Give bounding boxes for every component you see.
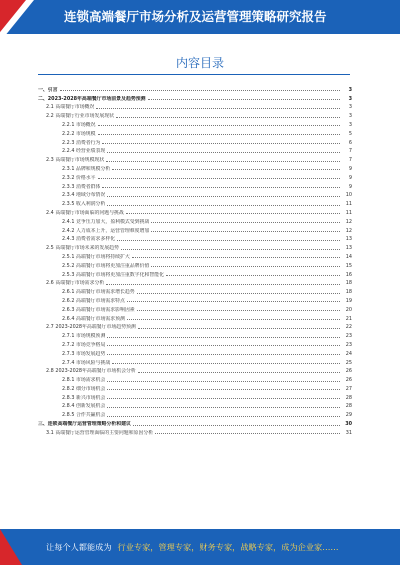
toc-entry-page: 7 xyxy=(348,148,352,155)
toc-leader-dots xyxy=(133,425,340,426)
toc-entry-label: 2.4.1 竞争压力加大，盈利模式受到挑战 xyxy=(62,218,150,225)
toc-entry-page: 6 xyxy=(348,139,352,146)
toc-leader-dots xyxy=(151,222,340,223)
toc-leader-dots xyxy=(126,213,340,214)
toc-leader-dots xyxy=(102,187,340,188)
toc-leader-dots xyxy=(137,293,340,294)
toc-entry-page: 30 xyxy=(345,421,352,428)
toc-entry-label: 2.4.2 人力成本上升，运营管理难度增加 xyxy=(62,227,150,234)
toc-leader-dots xyxy=(138,328,340,329)
toc-leader-dots xyxy=(107,354,340,355)
toc-entry[interactable] xyxy=(38,409,352,418)
toc-leader-dots xyxy=(107,407,340,408)
toc-entry-label: 一、引言 xyxy=(38,86,58,93)
toc-entry[interactable] xyxy=(38,304,352,313)
toc-leader-dots xyxy=(151,266,340,267)
toc-leader-dots xyxy=(127,319,340,320)
toc-leader-dots xyxy=(116,117,340,118)
toc-entry[interactable] xyxy=(38,84,352,93)
toc-entry-label: 二、2023-2028年高端餐厅市场前景及趋势预测 xyxy=(38,95,146,102)
toc-entry[interactable] xyxy=(38,313,352,322)
toc-entry-label: 2.3.5 收入利润分析 xyxy=(62,201,106,208)
toc-entry-page: 28 xyxy=(345,394,352,401)
footer-red-stripe xyxy=(0,529,22,565)
toc-entry-label: 2.8 2023-2028年高端餐厅市场机会分析 xyxy=(46,368,136,375)
toc-entry-page: 12 xyxy=(345,218,352,225)
toc-entry-page: 13 xyxy=(345,245,352,252)
toc-leader-dots xyxy=(96,108,340,109)
toc-leader-dots xyxy=(107,345,340,346)
toc-leader-dots xyxy=(117,240,340,241)
toc-entry-page: 26 xyxy=(345,377,352,384)
toc-entry-page: 26 xyxy=(345,368,352,375)
toc-entry-label: 2.4 高端餐厅市场面临的问题与挑战 xyxy=(46,209,124,216)
toc-entry[interactable] xyxy=(38,242,352,251)
toc-leader-dots xyxy=(132,257,340,258)
toc-entry-page: 3 xyxy=(348,113,352,120)
toc-entry[interactable] xyxy=(38,190,352,199)
toc-entry-page: 7 xyxy=(348,157,352,164)
toc-leader-dots xyxy=(107,152,340,153)
toc-entry[interactable] xyxy=(38,225,352,234)
toc-leader-dots xyxy=(107,416,340,417)
toc-entry-page: 24 xyxy=(345,350,352,357)
toc-entry-label: 2.7.2 市场竞争格局 xyxy=(62,341,106,348)
toc-entry[interactable] xyxy=(38,330,352,339)
toc-entry[interactable] xyxy=(38,339,352,348)
toc-entry-label: 2.8.5 合作共赢机会 xyxy=(62,412,106,419)
toc-entry-label: 2.3.2 价格水平 xyxy=(62,174,96,181)
toc-entry-label: 2.1 高端餐厅市场概况 xyxy=(46,104,95,111)
toc-leader-dots xyxy=(98,178,340,179)
toc-entry-label: 2.4.3 消费者需求多样化 xyxy=(62,236,116,243)
toc-entry-label: 三、连锁高端餐厅运营管理策略分析和建议 xyxy=(38,421,131,428)
toc-entry-page: 18 xyxy=(345,280,352,287)
toc-entry[interactable] xyxy=(38,401,352,410)
toc-entry[interactable] xyxy=(38,322,352,331)
toc-entry[interactable] xyxy=(38,286,352,295)
toc-entry-label: 2.2.2 市场规模 xyxy=(62,130,96,137)
footer-text xyxy=(46,529,339,565)
toc-leader-dots xyxy=(155,433,340,434)
toc-entry[interactable] xyxy=(38,278,352,287)
toc-entry-label: 2.6.2 高端餐厅市场需求特点 xyxy=(62,297,125,304)
toc-entry-label: 2.7.1 市场规模预测 xyxy=(62,333,106,340)
toc-entry[interactable] xyxy=(38,102,352,111)
toc-entry[interactable] xyxy=(38,418,352,427)
toc-entry-page: 23 xyxy=(345,341,352,348)
toc-leader-dots xyxy=(112,363,340,364)
toc-divider xyxy=(38,74,350,75)
toc-entry-label: 2.3 高端餐厅市场规模现状 xyxy=(46,157,105,164)
toc-entry[interactable] xyxy=(38,216,352,225)
toc-entry-label: 2.8.1 市场需求机会 xyxy=(62,377,106,384)
toc-entry[interactable] xyxy=(38,110,352,119)
toc-entry-page: 31 xyxy=(345,429,352,436)
toc-entry-label: 3.1 高端餐厅运营管理面临的主要问题和原因分析 xyxy=(46,429,154,436)
toc-entry-label: 2.3.3 消费者群体 xyxy=(62,183,101,190)
toc-entry-page: 16 xyxy=(345,271,352,278)
toc-leader-dots xyxy=(98,134,340,135)
toc-entry-label: 2.2 高端餐厅行业市场发展现状 xyxy=(46,113,115,120)
toc-entry[interactable] xyxy=(38,366,352,375)
toc-entry[interactable] xyxy=(38,269,352,278)
toc-leader-dots xyxy=(112,169,340,170)
toc-entry-label: 2.5.3 高端餐厅市场将更加注重数字化和智能化 xyxy=(62,271,165,278)
toc-entry-label: 2.8.4 创新发展机会 xyxy=(62,403,106,410)
toc-entry-page: 19 xyxy=(345,297,352,304)
toc-entry[interactable] xyxy=(38,234,352,243)
toc-entry[interactable] xyxy=(38,137,352,146)
toc-entry-page: 3 xyxy=(348,95,352,102)
toc-entry-page: 22 xyxy=(345,324,352,331)
toc-entry[interactable] xyxy=(38,163,352,172)
toc-entry[interactable] xyxy=(38,383,352,392)
toc-entry[interactable] xyxy=(38,348,352,357)
toc-entry-page: 3 xyxy=(348,86,352,93)
header-bar xyxy=(0,0,400,34)
toc-entry-page: 9 xyxy=(348,183,352,190)
toc-entry[interactable] xyxy=(38,374,352,383)
toc-entry-label: 2.8.2 细分市场机会 xyxy=(62,385,106,392)
toc-entry[interactable] xyxy=(38,357,352,366)
toc-entry[interactable] xyxy=(38,295,352,304)
toc-leader-dots xyxy=(107,398,340,399)
toc-entry-page: 11 xyxy=(345,201,352,208)
toc-entry-page: 9 xyxy=(348,165,352,172)
toc-entry[interactable] xyxy=(38,119,352,128)
toc-entry-page: 10 xyxy=(345,192,352,199)
toc-entry-label: 2.7 2023-2028年高端餐厅市场趋势预测 xyxy=(46,324,136,331)
toc-entry-label: 2.5 高端餐厅市场未来的发展趋势 xyxy=(46,245,119,252)
table-of-contents xyxy=(38,84,352,436)
toc-entry-label: 2.3.1 品牌和规模分析 xyxy=(62,165,111,172)
toc-entry-page: 3 xyxy=(348,121,352,128)
toc-entry[interactable] xyxy=(38,172,352,181)
toc-entry-page: 13 xyxy=(345,236,352,243)
toc-leader-dots xyxy=(98,125,340,126)
toc-entry-label: 2.7.4 市场风险与挑战 xyxy=(62,359,111,366)
toc-entry-page: 14 xyxy=(345,253,352,260)
toc-leader-dots xyxy=(107,389,340,390)
toc-entry[interactable] xyxy=(38,93,352,102)
toc-entry-label: 2.2.1 市场概况 xyxy=(62,121,96,128)
toc-entry-label: 2.6.4 高端餐厅市场需求预测 xyxy=(62,315,125,322)
toc-leader-dots xyxy=(137,310,340,311)
toc-leader-dots xyxy=(148,99,340,100)
toc-entry-page: 3 xyxy=(348,104,352,111)
toc-entry-page: 29 xyxy=(345,412,352,419)
toc-entry[interactable] xyxy=(38,181,352,190)
toc-entry-page: 12 xyxy=(345,227,352,234)
toc-entry[interactable] xyxy=(38,146,352,155)
toc-entry-label: 2.6.1 高端餐厅市场需求增长趋势 xyxy=(62,289,135,296)
toc-entry-page: 5 xyxy=(348,130,352,137)
toc-entry-page: 27 xyxy=(345,385,352,392)
toc-entry-label: 2.6.3 高端餐厅市场需求影响因素 xyxy=(62,306,135,313)
toc-entry-label: 2.8.3 新兴市场机会 xyxy=(62,394,106,401)
toc-entry-label: 2.2.3 消费者行为 xyxy=(62,139,101,146)
footer-slogan: 行业专家，管理专家，财务专家，战略专家，成为企业家…… xyxy=(117,542,339,552)
toc-entry-label: 2.6 高端餐厅市场需求分析 xyxy=(46,280,105,287)
toc-leader-dots xyxy=(60,90,340,91)
toc-entry-label: 2.7.3 市场发展趋势 xyxy=(62,350,106,357)
toc-entry-label: 2.3.4 地域分布情况 xyxy=(62,192,106,199)
toc-leader-dots xyxy=(106,161,340,162)
toc-leader-dots xyxy=(107,337,340,338)
toc-entry-page: 20 xyxy=(345,306,352,313)
toc-leader-dots xyxy=(107,381,340,382)
toc-entry-page: 25 xyxy=(345,359,352,366)
toc-leader-dots xyxy=(127,301,340,302)
toc-entry-page: 9 xyxy=(348,174,352,181)
report-title: 连锁高端餐厅市场分析及运营管理策略研究报告 xyxy=(64,9,327,24)
toc-entry-page: 11 xyxy=(345,209,352,216)
toc-entry-page: 23 xyxy=(345,333,352,340)
toc-entry-label: 2.5.1 高端餐厅市场将持续扩大 xyxy=(62,253,130,260)
toc-leader-dots xyxy=(107,205,340,206)
toc-leader-dots xyxy=(102,143,340,144)
toc-entry[interactable] xyxy=(38,198,352,207)
toc-title: 内容目录 xyxy=(175,56,224,70)
toc-entry[interactable] xyxy=(38,154,352,163)
toc-entry-page: 21 xyxy=(345,315,352,322)
toc-entry-page: 15 xyxy=(345,262,352,269)
toc-entry[interactable] xyxy=(38,251,352,260)
toc-leader-dots xyxy=(106,284,340,285)
footer-bar xyxy=(0,529,400,565)
toc-leader-dots xyxy=(151,231,340,232)
toc-entry[interactable] xyxy=(38,427,352,436)
toc-entry-label: 2.5.2 高端餐厅市场将更加注重品牌价值 xyxy=(62,262,150,269)
toc-leader-dots xyxy=(166,275,340,276)
toc-entry-label: 2.2.4 经营业绩表现 xyxy=(62,148,106,155)
toc-entry-page: 28 xyxy=(345,403,352,410)
toc-leader-dots xyxy=(138,372,340,373)
toc-leader-dots xyxy=(121,249,340,250)
toc-leader-dots xyxy=(107,196,340,197)
toc-entry[interactable] xyxy=(38,207,352,216)
toc-entry[interactable] xyxy=(38,392,352,401)
toc-entry[interactable] xyxy=(38,128,352,137)
toc-entry[interactable] xyxy=(38,260,352,269)
toc-entry-page: 18 xyxy=(345,289,352,296)
footer-lead: 让每个人都能成为 xyxy=(46,542,112,552)
